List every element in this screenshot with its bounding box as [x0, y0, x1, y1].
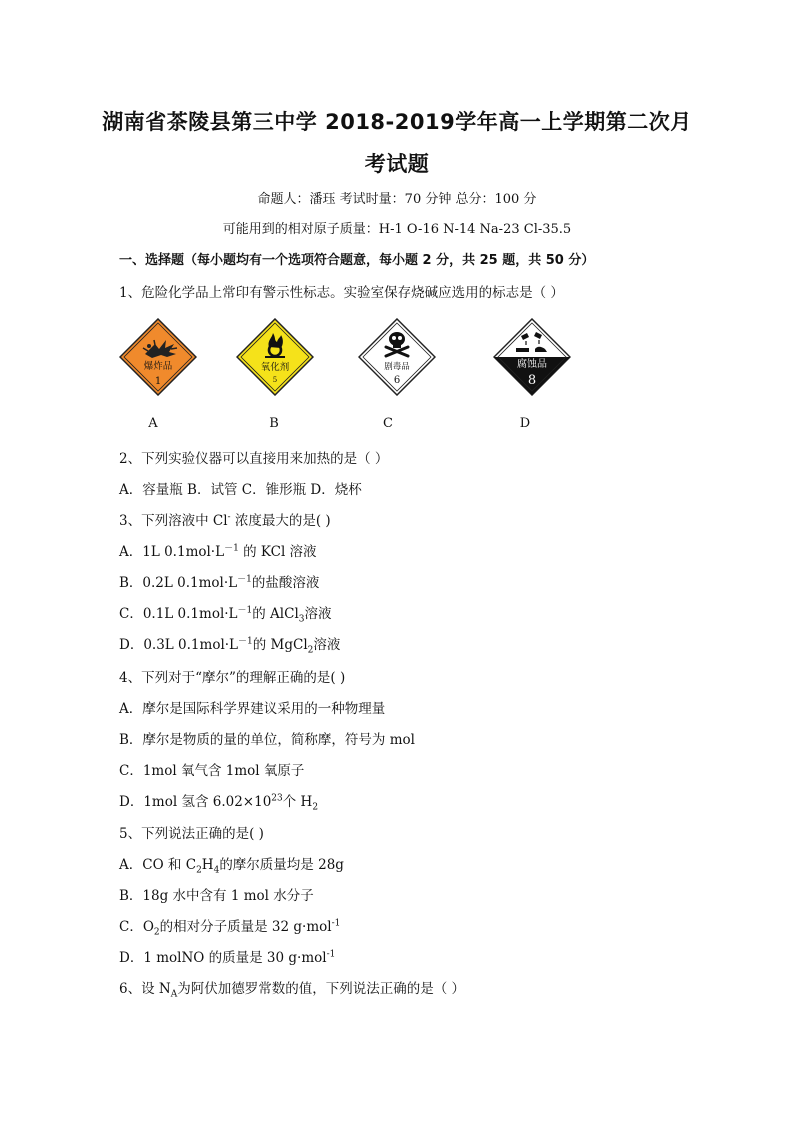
option-a-letter: A	[148, 416, 158, 431]
question-3-option-a: A．1L $0.1mol\cdot L^{-1}$ 的 KCl 溶液	[119, 543, 317, 560]
sign-d-label: 腐蚀品	[517, 359, 547, 370]
question-5-option-a: A．CO 和 $C_2H_4$的摩尔质量均是 28g	[119, 857, 344, 876]
explosive-sign	[119, 318, 197, 396]
oxidizer-sign	[236, 318, 314, 396]
question-3-stem: 3、下列溶液中 Cl- 浓度最大的是( )	[119, 512, 331, 529]
exam-title-line-1: 湖南省茶陵县第三中学 2018-2019学年高一上学期第二次月	[102, 110, 692, 134]
toxic-sign	[358, 318, 436, 396]
sign-a-class: 1	[154, 376, 162, 387]
question-3-option-c: C．0.1L $0.1mol\cdot L^{-1}$的 AlCl$_3$溶液	[119, 605, 332, 625]
sign-c-label: 剧毒品	[384, 362, 410, 372]
question-3-option-d: D．0.3L $0.1mol\cdot L^{-1}$的 MgCl$_2$溶液	[119, 636, 341, 656]
option-d-letter: D	[519, 416, 531, 431]
sign-b-label: 氧化剂	[260, 362, 290, 373]
question-6-stem: 6、设 $N_A$为阿伏加德罗常数的值，下列说法正确的是（ ）	[119, 981, 465, 1000]
corrosive-sign	[493, 318, 571, 396]
sign-d-class: 8	[527, 373, 537, 388]
question-4-option-c: C．1mol 氧气含 1mol 氧原子	[119, 763, 305, 779]
sign-a-label: 爆炸品	[143, 361, 173, 372]
option-b-letter: B	[269, 416, 279, 431]
exam-title-line-2: 考试题	[364, 152, 430, 176]
question-1-stem: 1、危险化学品上常印有警示性标志。实验室保存烧碱应选用的标志是（ ）	[119, 285, 564, 301]
question-5-option-b: B．18g 水中含有 1 mol 水分子	[119, 888, 314, 904]
option-c-letter: C	[383, 416, 393, 431]
question-3-option-b: B．0.2L $0.1mol\cdot L^{-1}$的盐酸溶液	[119, 574, 320, 591]
question-4-option-a: A．摩尔是国际科学界建议采用的一种物理量	[119, 701, 386, 717]
question-5-stem: 5、下列说法正确的是( )	[119, 826, 264, 842]
question-5-option-d: D．1 molNO 的质量是 30 g·mol$^{-1}$	[119, 949, 336, 966]
atomic-mass-reference: 可能用到的相对原子质量：H-1 O-16 N-14 Na-23 Cl-35.5	[222, 222, 572, 237]
sign-c-class: 6	[393, 375, 401, 386]
section-heading: 一、选择题（每小题均有一个选项符合题意，每小题 2 分，共 25 题，共 50 分）	[119, 253, 595, 268]
sign-b-class: 5	[272, 376, 278, 384]
question-4-option-b: B．摩尔是物质的量的单位，简称摩，符号为 mol	[119, 732, 415, 748]
question-4-option-d: D．1mol 氢含 $6.02\times 10^{23}$个 $H_2$	[119, 793, 319, 813]
question-5-option-c: C．$O_2$的相对分子质量是 32 g·mol$^{-1}$	[119, 918, 341, 938]
question-2-stem: 2、下列实验仪器可以直接用来加热的是（ ）	[119, 451, 389, 467]
exam-info: 命题人：潘珏 考试时量：70 分钟 总分：100 分	[257, 192, 537, 207]
question-4-stem: 4、下列对于“摩尔”的理解正确的是( )	[119, 670, 346, 686]
question-2-options: A．容量瓶 B．试管 C．锥形瓶 D．烧杯	[119, 482, 362, 498]
